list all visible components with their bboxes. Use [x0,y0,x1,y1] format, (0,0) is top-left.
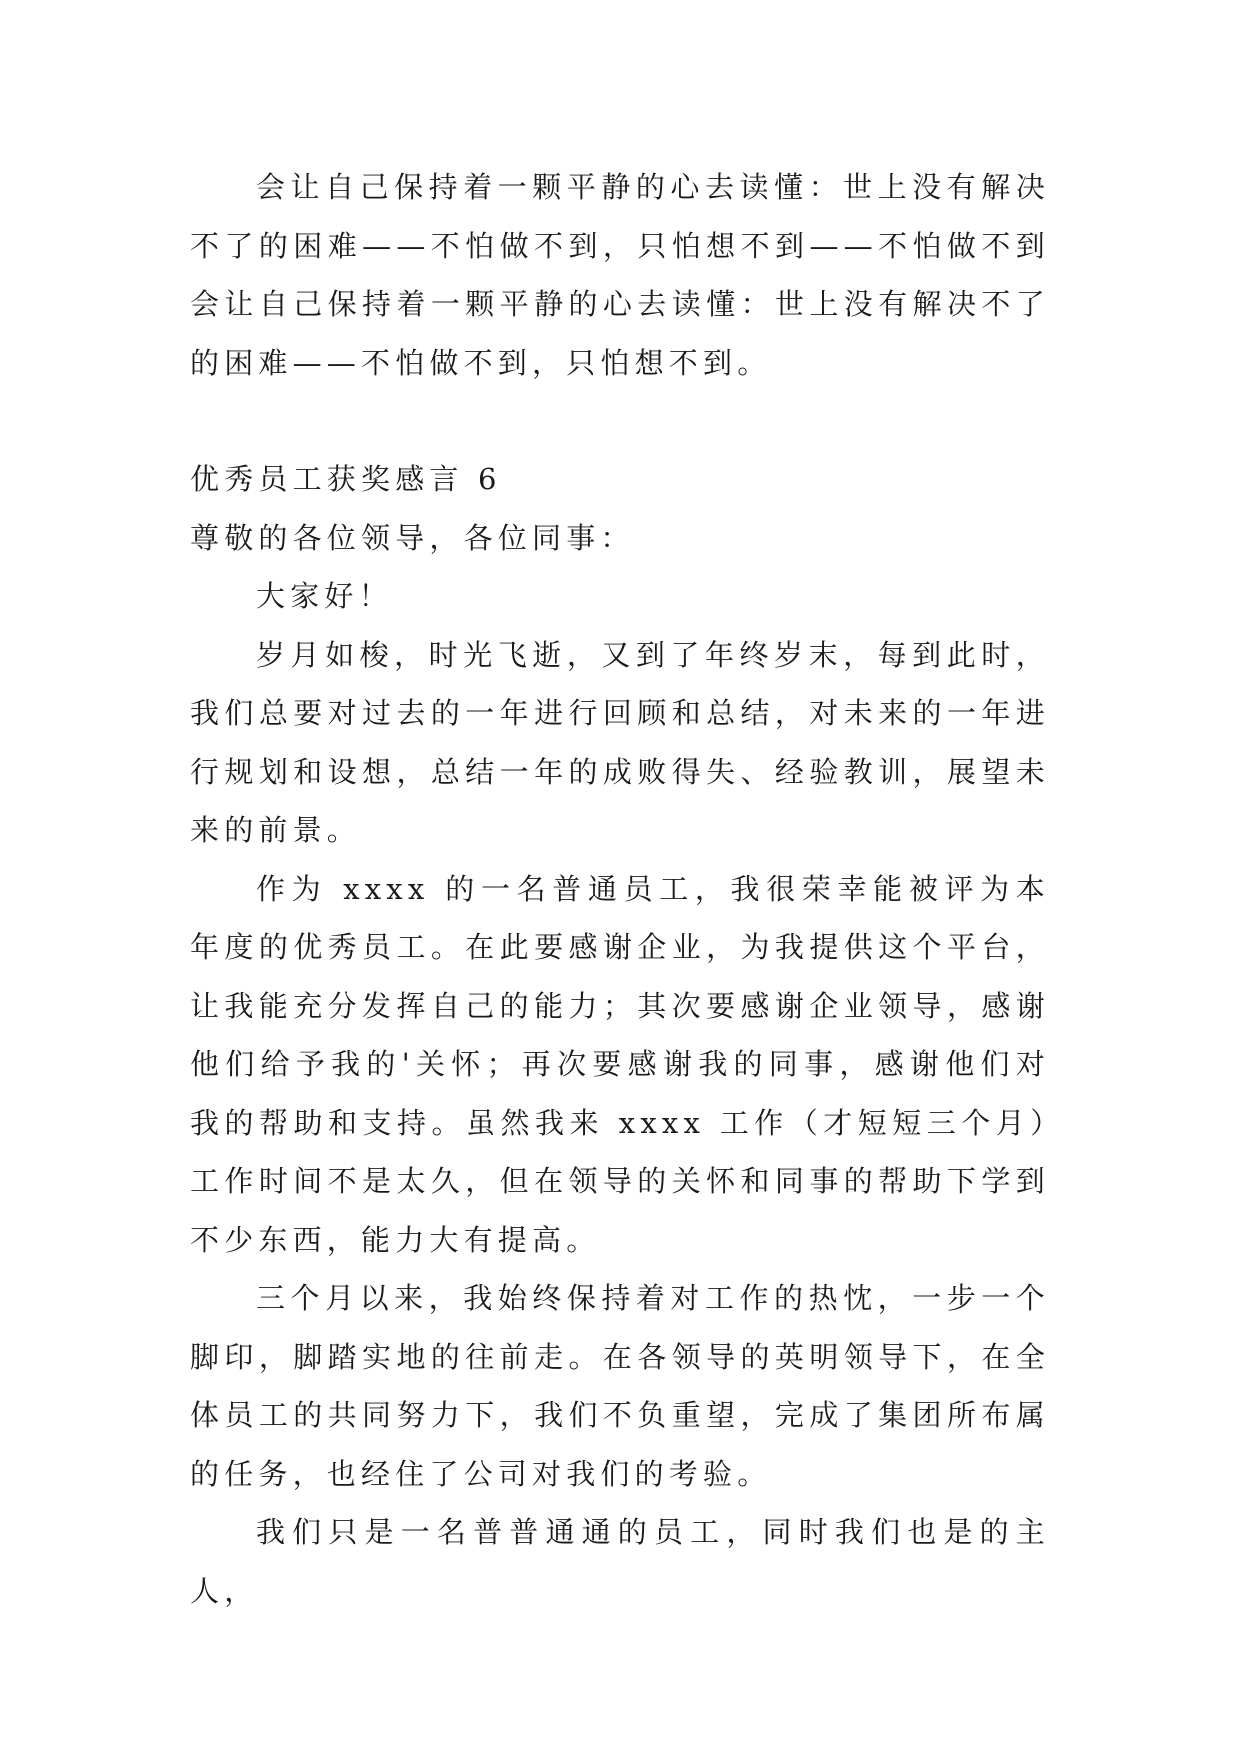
paragraph-4: 我们只是一名普普通通的员工，同时我们也是的主人， [190,1515,1050,1608]
section-title: 优秀员工获奖感言 6 [190,462,502,496]
greeting: 大家好！ [256,579,393,613]
continued-paragraph: 会让自己保持着一颗平静的心去读懂：世上没有解决不了的困难——不怕做不到，只怕想不到——不怕做不到会让自己保持着一颗平静的心去读懂：世上没有解决不了的困难——不怕做不到，只怕想不到。 [190,170,1050,380]
paragraph-3: 三个月以来，我始终保持着对工作的热忱，一步一个脚印，脚踏实地的往前走。在各领导的英明领导下，在全体员工的共同努力下，我们不负重望，完成了集团所布属的任务，也经住了公司对我们的考验。 [190,1281,1050,1491]
salutation: 尊敬的各位领导，各位同事： [190,520,635,555]
paragraph-1: 岁月如梭，时光飞逝，又到了年终岁末，每到此时，我们总要对过去的一年进行回顾和总结，对未来的一年进行规划和设想，总结一年的成败得失、经验教训，展望未来的前景。 [190,637,1050,847]
paragraph-2: 作为 xxxx 的一名普通员工，我很荣幸能被评为本年度的优秀员工。在此要感谢企业，为我提供这个平台，让我能充分发挥自己的能力；其次要感谢企业领导，感谢他们给予我的'关怀；再次要感谢我的同事，感谢他们对我的帮助和支持。虽然我来 xxxx 工作（才短短三个月）工作时间不是太久，但在领导的关怀和同事的帮助下学到不少东西，能力大有提高。 [190,871,1050,1257]
document-body [190,158,1050,1620]
section-spacer [190,392,1050,450]
